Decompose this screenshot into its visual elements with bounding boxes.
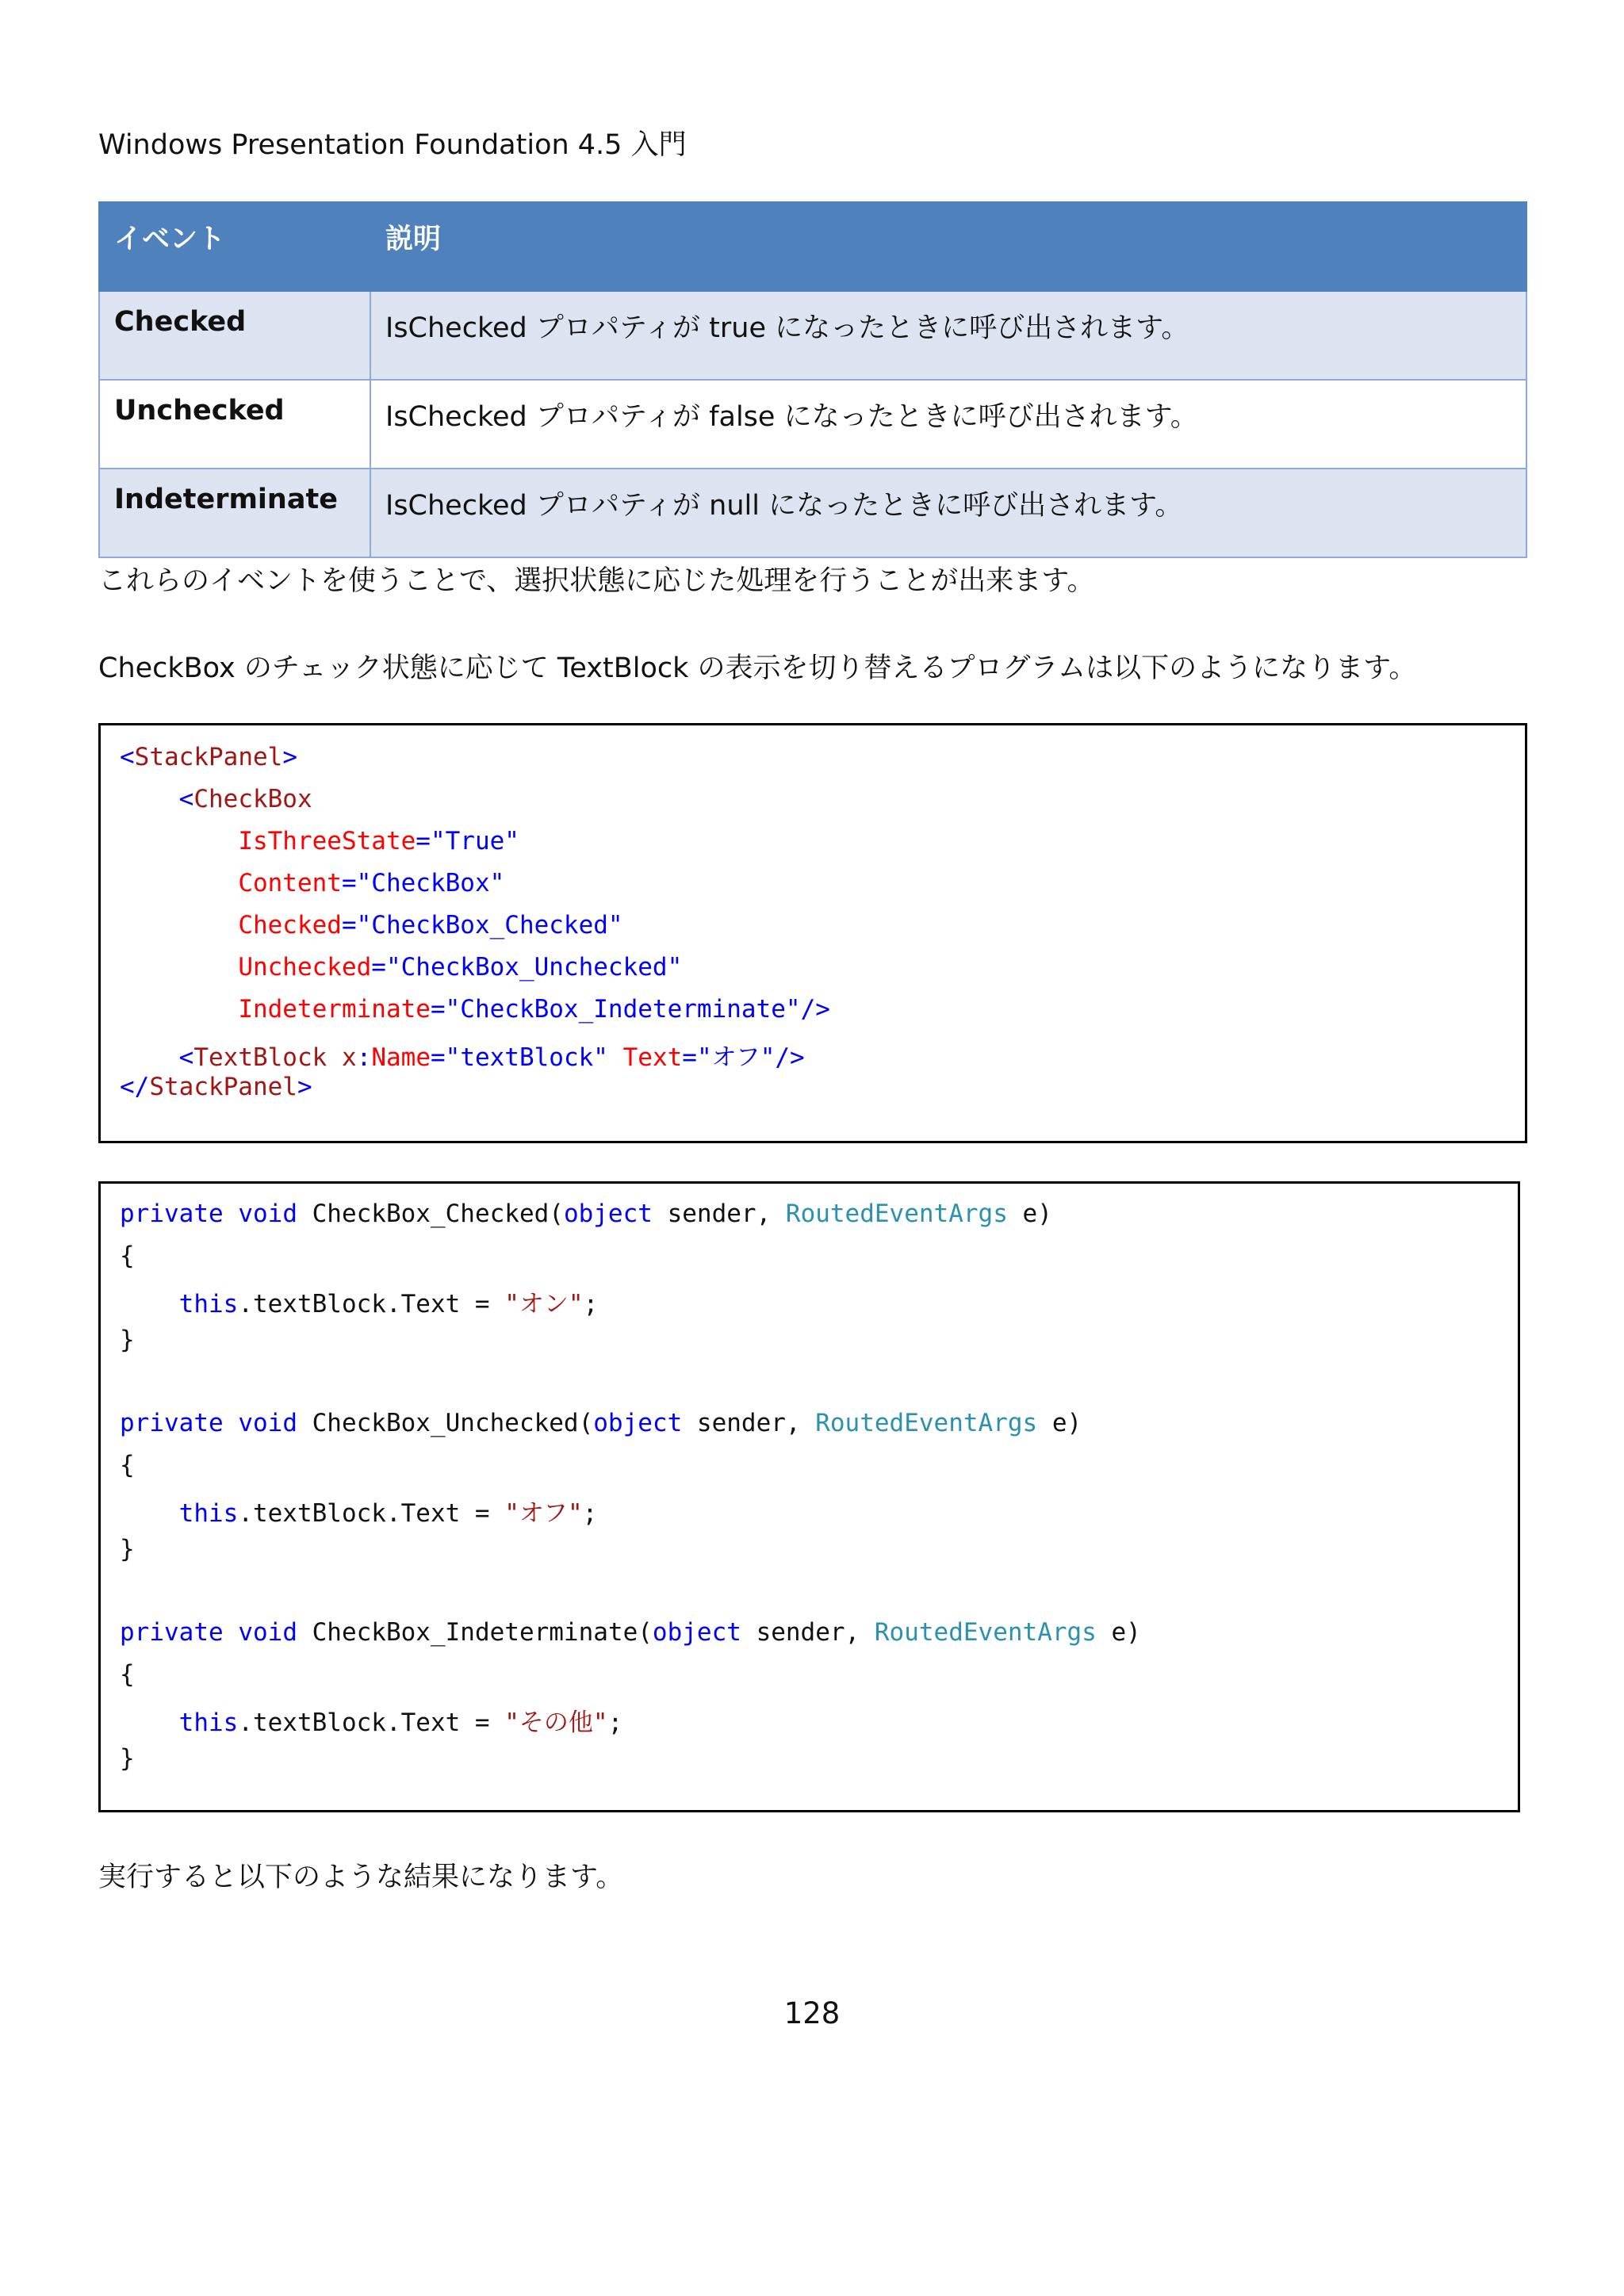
event-name: Indeterminate [99, 469, 370, 557]
code-line: { [120, 1451, 135, 1479]
code-line: } [120, 1535, 135, 1563]
event-description: IsChecked プロパティが false になったときに呼び出されます。 [370, 380, 1526, 469]
code-line: <CheckBox [178, 785, 312, 813]
table-row [99, 380, 1526, 469]
xaml-code-block [98, 723, 1527, 1143]
column-header-event: イベント [99, 202, 370, 291]
code-line: { [120, 1242, 135, 1270]
code-line: </StackPanel> [120, 1073, 312, 1101]
event-table [98, 201, 1527, 558]
page-number: 128 [783, 1996, 841, 2030]
code-line: Indeterminate="CheckBox_Indeterminate"/> [238, 995, 830, 1024]
paragraph-result-intro: 実行すると以下のような結果になります。 [98, 1862, 624, 1893]
table-row [99, 469, 1526, 557]
code-line: private void CheckBox_Checked(object sender, RoutedEventArgs e) [120, 1200, 1052, 1228]
page-header: Windows Presentation Foundation 4.5 入門 [98, 129, 687, 161]
code-line: this.textBlock.Text = "オン"; [178, 1290, 599, 1318]
paragraph-events-usage: これらのイベントを使うことで、選択状態に応じた処理を行うことが出来ます。 [98, 565, 1095, 597]
event-description: IsChecked プロパティが true になったときに呼び出されます。 [370, 291, 1526, 380]
event-name: Checked [99, 291, 370, 380]
column-header-description: 説明 [370, 202, 1526, 291]
code-line: { [120, 1660, 135, 1689]
table-row [99, 291, 1526, 380]
code-line: IsThreeState="True" [238, 827, 519, 855]
code-line: this.textBlock.Text = "オフ"; [178, 1499, 598, 1528]
code-line: this.textBlock.Text = "その他"; [178, 1709, 623, 1737]
code-line: Unchecked="CheckBox_Unchecked" [238, 953, 683, 982]
code-line: <StackPanel> [120, 743, 297, 771]
code-line: } [120, 1744, 135, 1773]
code-line: private void CheckBox_Unchecked(object sender, RoutedEventArgs e) [120, 1409, 1082, 1437]
event-name: Unchecked [99, 380, 370, 469]
csharp-code-block [98, 1181, 1520, 1812]
code-line: Content="CheckBox" [238, 869, 505, 897]
paragraph-program-intro: CheckBox のチェック状態に応じて TextBlock の表示を切り替えるプログラムは以下のようになります。 [98, 652, 1417, 684]
event-description: IsChecked プロパティが null になったときに呼び出されます。 [370, 469, 1526, 557]
code-line: private void CheckBox_Indeterminate(object sender, RoutedEventArgs e) [120, 1618, 1141, 1647]
code-line: Checked="CheckBox_Checked" [238, 911, 623, 939]
code-line: <TextBlock x:Name="textBlock" Text="オフ"/> [178, 1043, 805, 1072]
table-header-row [99, 202, 1526, 291]
code-line: } [120, 1326, 135, 1354]
